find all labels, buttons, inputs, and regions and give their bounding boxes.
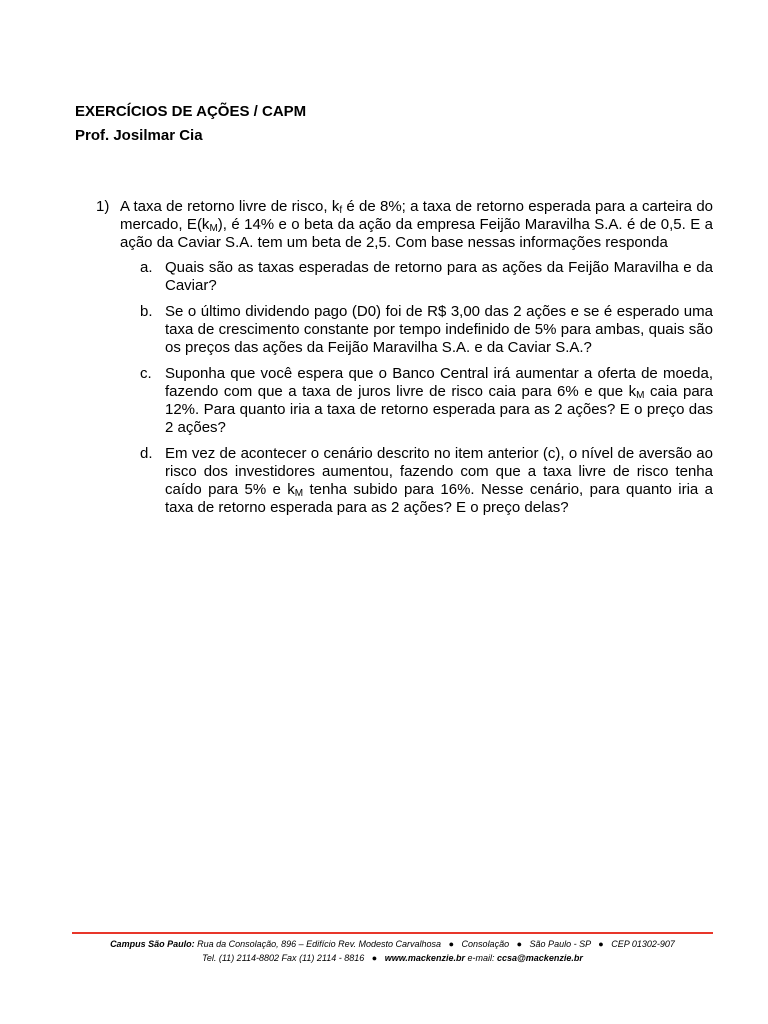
- item-letter: c.: [140, 365, 152, 382]
- question-number: 1): [96, 198, 110, 215]
- postal-code: CEP 01302-907: [611, 939, 675, 949]
- city: São Paulo - SP: [529, 939, 591, 949]
- sub-question-a: [140, 259, 713, 295]
- document-author: Prof. Josilmar Cia: [75, 127, 203, 144]
- district: Consolação: [461, 939, 510, 949]
- website-link[interactable]: www.mackenzie.br: [384, 953, 465, 963]
- item-text: Quais são as taxas esperadas de retorno para as ações da Feijão Maravilha e da Caviar?: [165, 259, 713, 294]
- bullet-icon: ●: [448, 939, 455, 949]
- sub-question-b: [140, 303, 713, 357]
- sub-question-list: [140, 259, 713, 517]
- footer-contact-line: [72, 951, 713, 965]
- email-label: e-mail:: [467, 953, 495, 963]
- document-title: EXERCÍCIOS DE AÇÕES / CAPM: [75, 103, 307, 120]
- footer-divider: [72, 932, 713, 934]
- bullet-icon: ●: [371, 953, 378, 963]
- page-footer: [72, 937, 713, 965]
- bullet-icon: ●: [598, 939, 604, 949]
- item-letter: b.: [140, 303, 153, 320]
- item-letter: d.: [140, 445, 153, 462]
- item-text: Suponha que você espera que o Banco Central irá aumentar a oferta de moeda, fazendo com que a taxa de juros livre de risco caia para 6% e que $k_M$ caia para 12%. Para quanto iria a taxa de retorno esperada para as 2 ações? E o preço das 2 ações?: [165, 365, 714, 436]
- bullet-icon: ●: [516, 939, 523, 949]
- question-statement: A taxa de retorno livre de risco, $k_f$ é de 8%; a taxa de retorno esperada para a carteira do mercado, $E(k_M)$, é 14% e o beta da ação da empresa Feijão Maravilha S.A. é de 0,5. E a ação da Caviar S.A. tem um beta de 2,5. Com base nessas informações responda: [120, 198, 713, 251]
- campus-address: Rua da Consolação, 896 – Edifício Rev. Modesto Carvalhosa: [197, 939, 442, 949]
- sub-question-d: [140, 445, 713, 517]
- question-1: [96, 198, 713, 525]
- sub-question-c: [140, 365, 713, 437]
- footer-address-line: [72, 937, 713, 951]
- campus-label: Campus São Paulo:: [110, 939, 195, 949]
- phone-fax: Tel. (11) 2114-8802 Fax (11) 2114 - 8816: [202, 953, 365, 963]
- email-link[interactable]: ccsa@mackenzie.br: [497, 953, 583, 963]
- item-text: Se o último dividendo pago (D0) foi de R$ 3,00 das 2 ações e se é esperado uma taxa de crescimento constante por tempo indefinido de 5% para ambas, quais são os preços das ações da Feijão Maravilha S.A. e da Caviar S.A.?: [165, 303, 713, 356]
- item-text: Em vez de acontecer o cenário descrito no item anterior (c), o nível de aversão ao risco dos investidores aumentou, fazendo com que a taxa livre de risco tenha caído para 5% e $k_M$ tenha subido para 16%. Nesse cenário, para quanto iria a taxa de retorno esperada para as 2 ações? E o preço delas?: [165, 445, 713, 516]
- item-letter: a.: [140, 259, 153, 276]
